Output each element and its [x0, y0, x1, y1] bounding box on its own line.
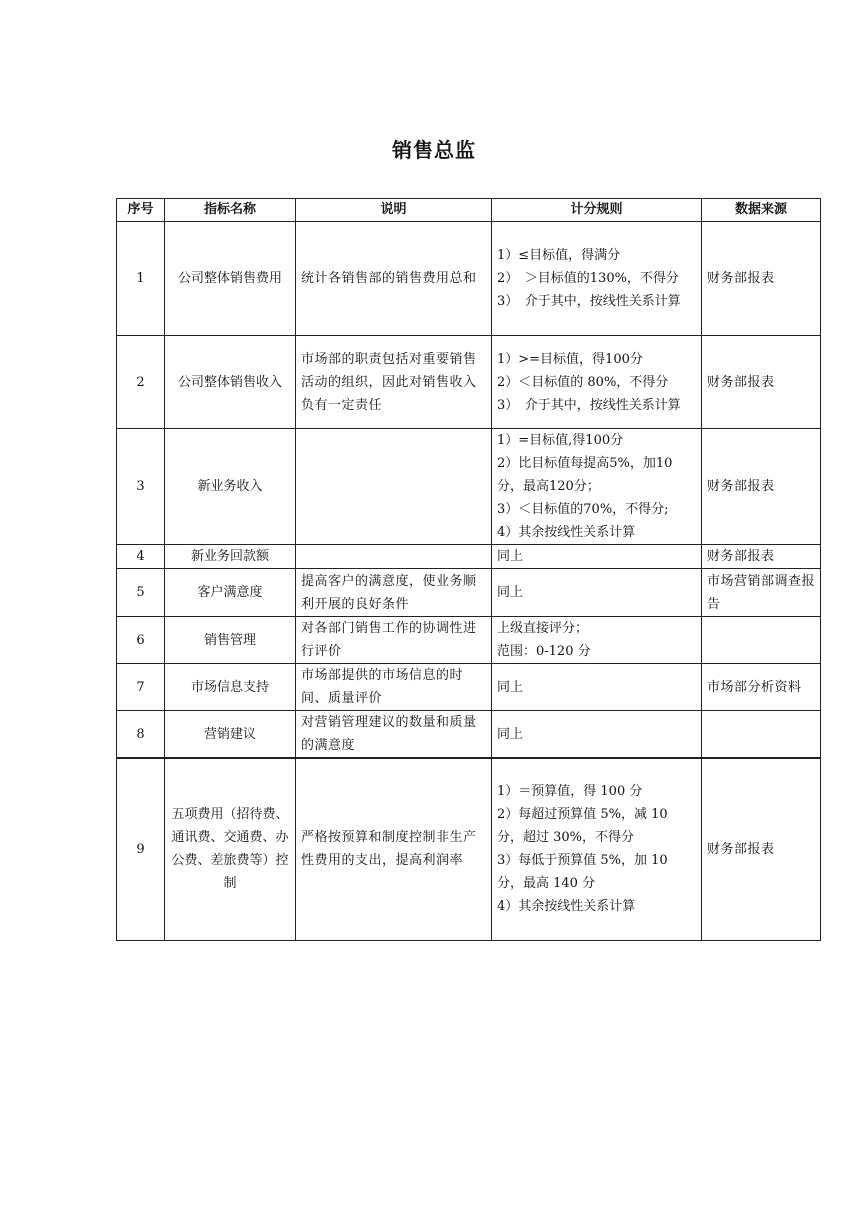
rule-line: 3） 介于其中，按线性关系计算 — [497, 397, 681, 413]
indicator-description: 对营销管理建议的数量和质量的满意度 — [296, 711, 492, 759]
row-number: 8 — [117, 711, 165, 759]
table-row — [117, 664, 821, 711]
kpi-table — [116, 198, 821, 941]
indicator-name: 新业务收入 — [165, 429, 296, 545]
rule-line: 4）其余按线性关系计算 — [497, 525, 636, 540]
scoring-rules — [492, 617, 702, 664]
header-source: 数据来源 — [702, 199, 821, 222]
data-source — [702, 617, 821, 664]
rule-line: 2） ＞目标值的130%，不得分 — [497, 271, 679, 286]
data-source — [702, 711, 821, 759]
rule-line: 4）其余按线性关系计算 — [497, 899, 636, 915]
indicator-description: 提高客户的满意度，使业务顺利开展的良好条件 — [296, 569, 492, 617]
table-row — [117, 569, 821, 617]
scoring-rules — [492, 222, 702, 336]
data-source: 市场部分析资料 — [702, 664, 821, 711]
row-number: 2 — [117, 336, 165, 429]
row-number: 1 — [117, 222, 165, 336]
indicator-name: 销售管理 — [165, 617, 296, 664]
rule-line: 3） 介于其中，按线性关系计算 — [497, 294, 681, 309]
scoring-rules — [492, 336, 702, 429]
rule-line: 3）＜目标值的70%，不得分; — [497, 502, 669, 517]
rule-line: 上级直接评分； — [497, 621, 589, 636]
scoring-rules — [492, 664, 702, 711]
rule-line: 1）>=目标值，得100分 — [497, 351, 643, 367]
table-header-row — [117, 199, 821, 222]
indicator-name: 市场信息支持 — [165, 664, 296, 711]
table-row — [117, 617, 821, 664]
rule-line: 3）每低于预算值 5%，加 10 分，最高 140 分 — [497, 853, 668, 892]
rule-line: 2）比目标值每提高5%，加10分，最高120分； — [497, 456, 673, 494]
data-source: 财务部报表 — [702, 758, 821, 940]
table-row — [117, 336, 821, 429]
header-no: 序号 — [117, 199, 165, 222]
indicator-name: 公司整体销售收入 — [165, 336, 296, 429]
row-number: 6 — [117, 617, 165, 664]
table-row — [117, 711, 821, 759]
scoring-rules — [492, 711, 702, 759]
header-desc: 说明 — [296, 199, 492, 222]
page-title: 销售总监 — [392, 138, 476, 162]
data-source: 市场营销部调查报告 — [702, 569, 821, 617]
indicator-name: 客户满意度 — [165, 569, 296, 617]
rule-line: 同上 — [497, 549, 524, 564]
row-number: 7 — [117, 664, 165, 711]
indicator-description — [296, 429, 492, 545]
indicator-description — [296, 545, 492, 569]
indicator-name: 营销建议 — [165, 711, 296, 759]
rule-line: 1）=目标值,得100分 — [497, 433, 624, 448]
rule-line: 1）＝预算值，得 100 分 — [497, 784, 643, 800]
indicator-description: 市场部提供的市场信息的时间、质量评价 — [296, 664, 492, 711]
scoring-rules — [492, 758, 702, 940]
indicator-description: 对各部门销售工作的协调性进行评价 — [296, 617, 492, 664]
header-name: 指标名称 — [165, 199, 296, 222]
row-number: 5 — [117, 569, 165, 617]
scoring-rules — [492, 569, 702, 617]
indicator-name: 公司整体销售费用 — [165, 222, 296, 336]
data-source: 财务部报表 — [702, 222, 821, 336]
table-row — [117, 758, 821, 940]
rule-line: 1）≤目标值，得满分 — [497, 248, 621, 263]
indicator-name: 五项费用（招待费、通讯费、交通费、办公费、差旅费等）控制 — [165, 758, 296, 940]
indicator-name: 新业务回款额 — [165, 545, 296, 569]
rule-line: 范围：0-120 分 — [497, 644, 591, 659]
rule-line: 同上 — [497, 585, 524, 600]
data-source: 财务部报表 — [702, 545, 821, 569]
table-row — [117, 545, 821, 569]
scoring-rules — [492, 429, 702, 545]
rule-line: 2）＜目标值的 80%，不得分 — [497, 374, 669, 390]
data-source: 财务部报表 — [702, 336, 821, 429]
indicator-description: 严格按预算和制度控制非生产性费用的支出，提高利润率 — [296, 758, 492, 940]
data-source: 财务部报表 — [702, 429, 821, 545]
scoring-rules — [492, 545, 702, 569]
indicator-description: 市场部的职责包括对重要销售活动的组织，因此对销售收入负有一定责任 — [296, 336, 492, 429]
indicator-description: 统计各销售部的销售费用总和 — [296, 222, 492, 336]
table-row — [117, 429, 821, 545]
rule-line: 同上 — [497, 726, 524, 742]
rule-line: 同上 — [497, 679, 524, 695]
row-number: 9 — [117, 758, 165, 940]
row-number: 4 — [117, 545, 165, 569]
table-row — [117, 222, 821, 336]
row-number: 3 — [117, 429, 165, 545]
rule-line: 2）每超过预算值 5%，减 10 分，超过 30%，不得分 — [497, 807, 668, 846]
header-rules: 计分规则 — [492, 199, 702, 222]
